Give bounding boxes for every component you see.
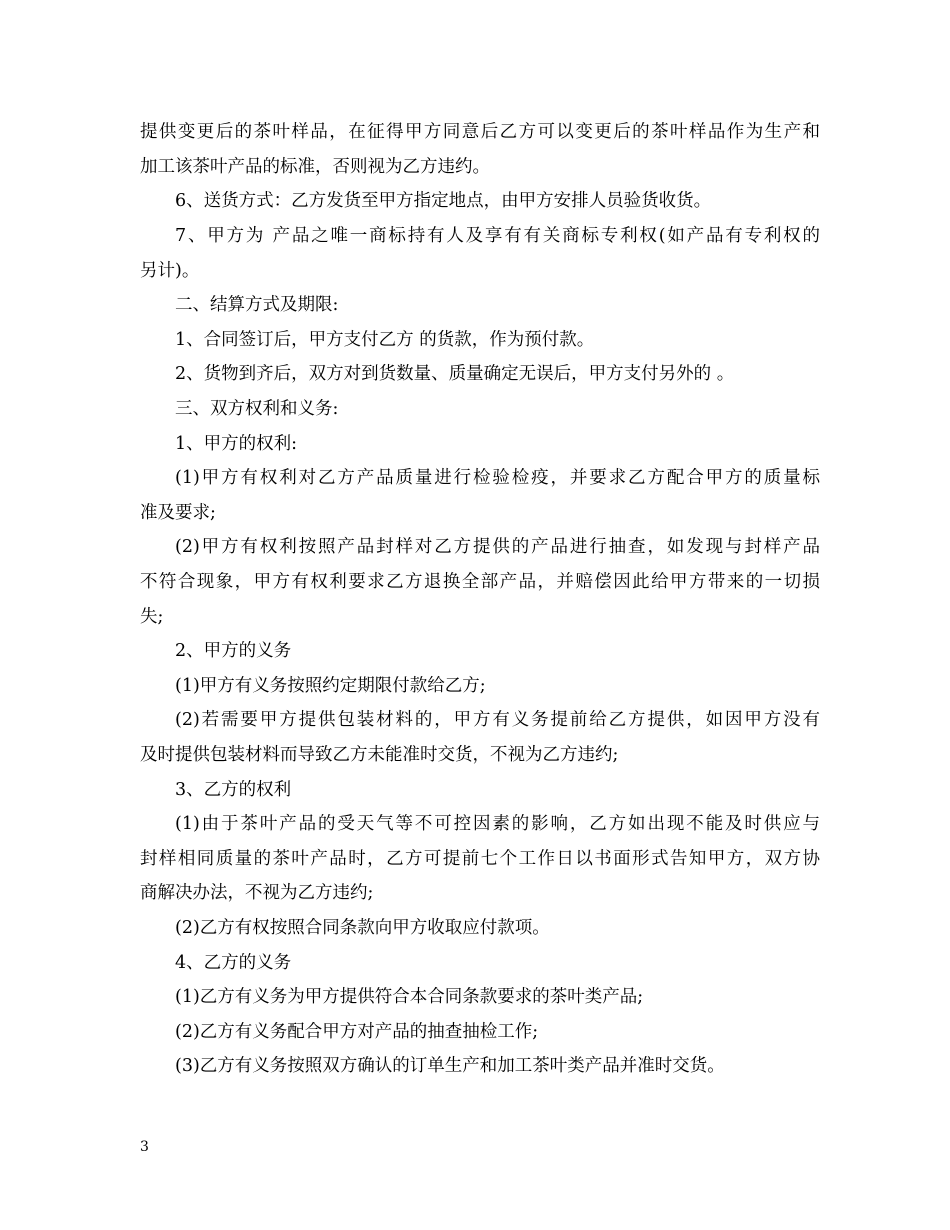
body-line: 封样相同质量的茶叶产品时，乙方可提前七个工作日以书面形式告知甲方，双方协 <box>140 849 820 869</box>
body-line: 7、甲方为 产品之唯一商标持有人及享有有关商标专利权(如产品有专利权的 <box>175 226 820 246</box>
body-line: 2、货物到齐后，双方对到货数量、质量确定无误后，甲方支付另外的 。 <box>175 364 735 384</box>
body-line: 准及要求; <box>140 503 216 523</box>
subsection-heading: 2、甲方的义务 <box>175 641 292 661</box>
body-line: 另计)。 <box>140 261 200 281</box>
body-line: (1)甲方有权利对乙方产品质量进行检验检疫，并要求乙方配合甲方的质量标 <box>175 468 820 488</box>
body-line: 1、合同签订后，甲方支付乙方 的货款，作为预付款。 <box>175 330 595 350</box>
body-line: (1)由于茶叶产品的受天气等不可控因素的影响，乙方如出现不能及时供应与 <box>175 814 820 834</box>
body-line: 加工该茶叶产品的标准，否则视为乙方违约。 <box>140 157 490 177</box>
body-line: (1)甲方有义务按照约定期限付款给乙方; <box>175 676 486 696</box>
body-line: 商解决办法，不视为乙方违约; <box>140 883 374 903</box>
section-heading: 二、结算方式及期限: <box>175 295 339 315</box>
body-line: (2)乙方有权按照合同条款向甲方收取应付款项。 <box>175 918 550 938</box>
body-line: (2)乙方有义务配合甲方对产品的抽查抽检工作; <box>175 1022 539 1042</box>
subsection-heading: 4、乙方的义务 <box>175 953 292 973</box>
body-line: (1)乙方有义务为甲方提供符合本合同条款要求的茶叶类产品; <box>175 987 644 1007</box>
page-number: 3 <box>140 1139 149 1155</box>
body-line: 提供变更后的茶叶样品，在征得甲方同意后乙方可以变更后的茶叶样品作为生产和 <box>140 122 820 142</box>
subsection-heading: 3、乙方的权利 <box>175 780 292 800</box>
body-line: 及时提供包装材料而导致乙方未能准时交货，不视为乙方违约; <box>140 745 619 765</box>
body-line: (2)甲方有权利按照产品封样对乙方提供的产品进行抽查，如发现与封样产品 <box>175 537 820 557</box>
section-heading: 三、双方权利和义务: <box>175 399 339 419</box>
body-line: (3)乙方有义务按照双方确认的订单生产和加工茶叶类产品并准时交货。 <box>175 1056 725 1076</box>
body-line: 6、送货方式：乙方发货至甲方指定地点，由甲方安排人员验货收货。 <box>175 191 712 211</box>
body-line: 不符合现象，甲方有权利要求乙方退换全部产品，并赔偿因此给甲方带来的一切损 <box>140 572 820 592</box>
subsection-heading: 1、甲方的权利: <box>175 434 298 454</box>
body-line: (2)若需要甲方提供包装材料的，甲方有义务提前给乙方提供，如因甲方没有 <box>175 710 820 730</box>
body-line: 失; <box>140 607 164 627</box>
